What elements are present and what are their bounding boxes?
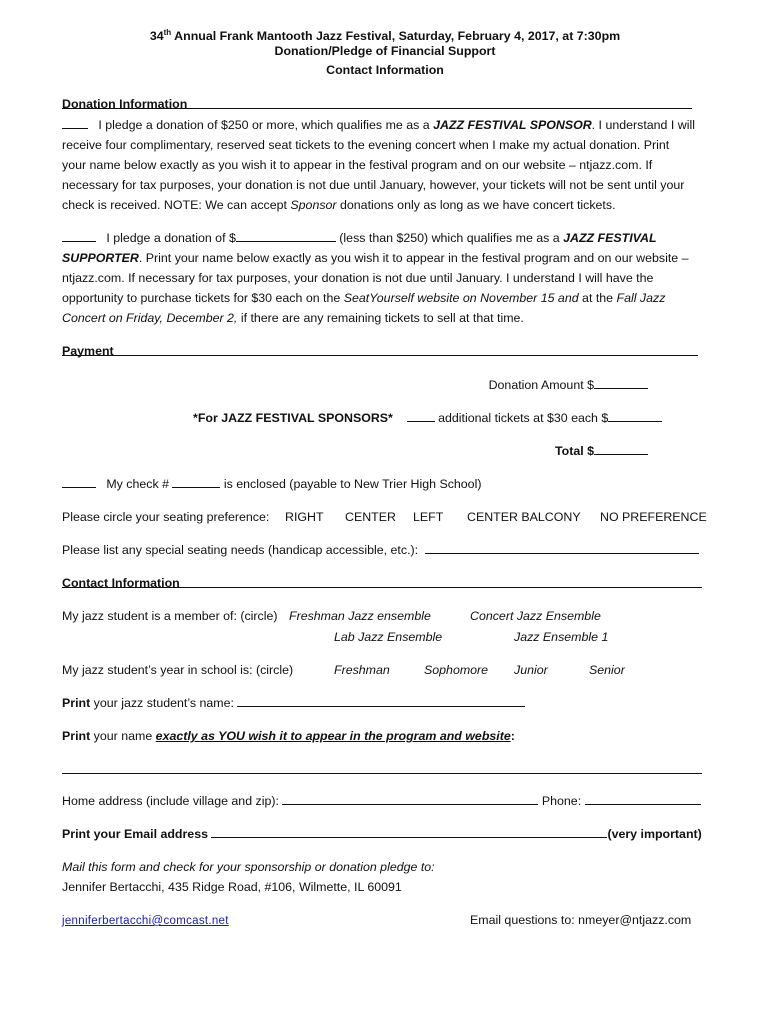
seating-option-center[interactable]: CENTER (345, 510, 396, 524)
year-option-junior[interactable]: Junior (514, 663, 548, 677)
supporter-check-blank[interactable] (62, 230, 96, 242)
sponsor-tickets-row: *For JAZZ FESTIVAL SPONSORS* additional tickets at $30 each $ (193, 410, 662, 426)
mail-instructions: Mail this form and check for your sponsorship or donation pledge to: (62, 860, 435, 874)
ensemble-option-concert[interactable]: Concert Jazz Ensemble (470, 609, 601, 623)
phone-field[interactable] (585, 793, 701, 805)
ensemble-option-jazz-1[interactable]: Jazz Ensemble 1 (514, 630, 609, 644)
contact-heading-rule (62, 587, 702, 588)
special-needs-field[interactable] (425, 542, 699, 554)
seating-option-right[interactable]: RIGHT (285, 510, 324, 524)
total-amount-field[interactable] (594, 443, 648, 455)
supporter-line-4: opportunity to purchase tickets for $30 each on the SeatYourself website on November 15 and at the Fall Jazz (62, 291, 666, 305)
seating-option-left[interactable]: LEFT (413, 510, 444, 524)
year-option-freshman[interactable]: Freshman (334, 663, 390, 677)
email-questions: Email questions to: nmeyer@ntjazz.com (470, 913, 692, 927)
year-label: My jazz student’s year in school is: (circle) (62, 663, 294, 677)
check-enclosed-blank[interactable] (62, 476, 96, 488)
sponsor-line-2: receive four complimentary, reserved seat tickets to the evening concert when I make my actual donation. Print (62, 138, 670, 152)
home-address-field[interactable] (282, 793, 538, 805)
donation-amount-row: Donation Amount $ (489, 377, 648, 393)
tickets-amount-field[interactable] (608, 410, 662, 422)
payment-heading: Payment (62, 344, 114, 358)
supporter-line-3: ntjazz.com. If necessary for tax purposes, your donation is not due until January. I understand I will have the (62, 271, 654, 285)
donation-amount-field[interactable] (594, 377, 648, 389)
contact-heading: Contact Information (62, 576, 180, 590)
sponsor-line-5: check is received. NOTE: We can accept Sponsor donations only as long as we have concert tickets. (62, 198, 616, 212)
year-option-sophomore[interactable]: Sophomore (424, 663, 489, 677)
address-row: Home address (include village and zip): Phone: (62, 793, 701, 809)
special-needs-row: Please list any special seating needs (handicap accessible, etc.): (62, 542, 699, 558)
donation-heading-rule (62, 108, 692, 109)
email-row: Print your Email address (very important) (62, 827, 702, 841)
check-row: My check # is enclosed (payable to New Trier High School) (62, 476, 481, 492)
seating-option-center-balcony[interactable]: CENTER BALCONY (467, 510, 581, 524)
sponsor-check-blank[interactable] (62, 117, 88, 129)
payment-heading-rule (62, 355, 698, 356)
your-name-field[interactable] (62, 773, 702, 774)
ensemble-option-lab[interactable]: Lab Jazz Ensemble (334, 630, 443, 644)
form-subtitle: Donation/Pledge of Financial Support (274, 44, 496, 58)
total-row: Total $ (555, 443, 648, 459)
sponsor-line-3: your name below exactly as you wish it to appear in the festival program and on our website – ntjazz.com. If (62, 158, 653, 172)
supporter-amount-blank[interactable] (236, 230, 336, 242)
student-name-field[interactable] (237, 695, 525, 707)
ensemble-option-freshman[interactable]: Freshman Jazz ensemble (289, 609, 431, 623)
donation-heading: Donation Information (62, 97, 188, 111)
additional-tickets-field[interactable] (407, 410, 435, 422)
email-field[interactable] (211, 826, 607, 838)
mailing-address: Jennifer Bertacchi, 435 Ridge Road, #106, Wilmette, IL 60091 (62, 880, 402, 894)
supporter-line-1: I pledge a donation of $ (less than $250) which qualifies me as a JAZZ FESTIVAL (62, 230, 657, 246)
seating-option-no-preference[interactable]: NO PREFERENCE (600, 510, 707, 524)
your-name-row: Print your name exactly as YOU wish it to appear in the program and website: (62, 729, 515, 743)
form-subtitle-contact: Contact Information (326, 63, 444, 77)
member-label: My jazz student is a member of: (circle) (62, 609, 278, 623)
supporter-line-2: SUPPORTER. Print your name below exactly as you wish it to appear in the festival program and on our website – (62, 251, 689, 265)
supporter-line-5: Concert on Friday, December 2, if there are any remaining tickets to sell at that time. (62, 311, 524, 325)
form-title: 34th Annual Frank Mantooth Jazz Festival, Saturday, February 4, 2017, at 7:30pm (149, 28, 621, 44)
sponsor-line-4: necessary for tax purposes, your donation is not due until January, however, your tickets will not be sent until your (62, 178, 685, 192)
check-number-field[interactable] (172, 476, 220, 488)
seating-label: Please circle your seating preference: (62, 510, 270, 524)
sponsor-line-1: I pledge a donation of $250 or more, which qualifies me as a JAZZ FESTIVAL SPONSOR. I understand I will (62, 117, 695, 133)
email-link[interactable]: jenniferbertacchi@comcast.net (62, 915, 229, 927)
student-name-row: Print your jazz student’s name: (62, 695, 525, 711)
year-option-senior[interactable]: Senior (589, 663, 625, 677)
